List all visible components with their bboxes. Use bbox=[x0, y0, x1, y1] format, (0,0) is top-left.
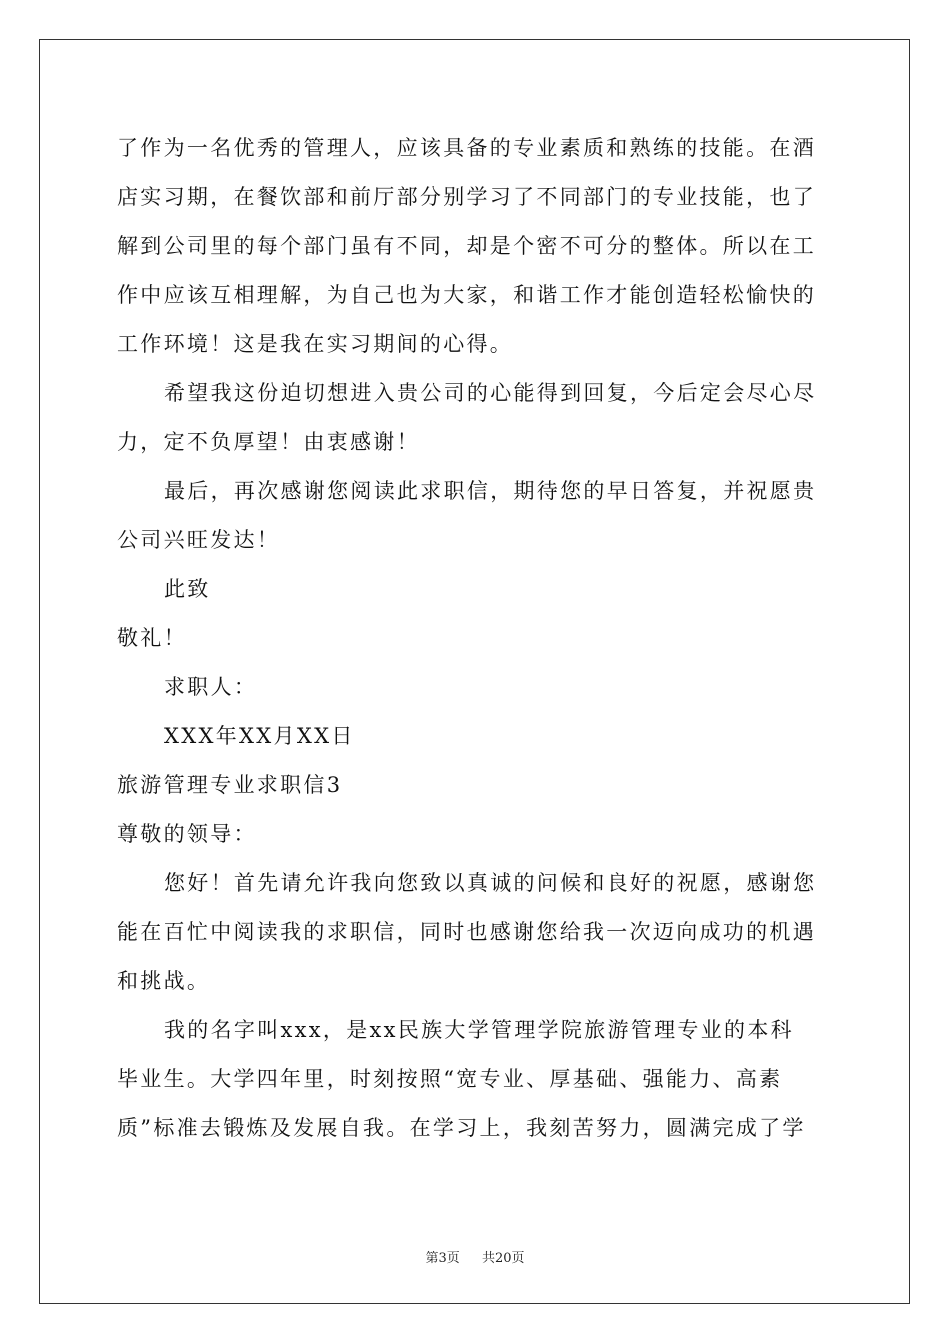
text-line: 敬礼！ bbox=[117, 626, 187, 650]
text-line: 尊敬的领导： bbox=[117, 822, 257, 846]
text-line: 毕业生。大学四年里，时刻按照“宽专业、厚基础、强能力、高素 bbox=[117, 1067, 783, 1091]
text-line: 旅游管理专业求职信3 bbox=[117, 773, 343, 797]
text-line: 此致 bbox=[164, 577, 211, 601]
text-line: 解到公司里的每个部门虽有不同，却是个密不可分的整体。所以在工 bbox=[117, 234, 816, 258]
text-line: 求职人： bbox=[164, 675, 258, 699]
page-footer bbox=[0, 1247, 950, 1266]
text-line: 工作环境！这是我在实习期间的心得。 bbox=[117, 332, 514, 356]
text-line: 能在百忙中阅读我的求职信，同时也感谢您给我一次迈向成功的机遇 bbox=[117, 920, 816, 944]
text-line: 希望我这份迫切想进入贵公司的心能得到回复，今后定会尽心尽 bbox=[164, 381, 817, 405]
current-page-label: 第3页 bbox=[425, 1251, 460, 1266]
text-line: 您好！首先请允许我向您致以真诚的问候和良好的祝愿，感谢您 bbox=[164, 871, 817, 895]
text-line: 最后，再次感谢您阅读此求职信，期待您的早日答复，并祝愿贵 bbox=[164, 479, 817, 503]
text-line: 公司兴旺发达！ bbox=[117, 528, 281, 552]
text-line: 作中应该互相理解，为自己也为大家，和谐工作才能创造轻松愉快的 bbox=[117, 283, 816, 307]
text-line: 了作为一名优秀的管理人，应该具备的专业素质和熟练的技能。在酒 bbox=[117, 136, 816, 160]
text-line: XXX年XX月XX日 bbox=[164, 724, 355, 748]
text-line: 力，定不负厚望！由衷感谢！ bbox=[117, 430, 420, 454]
text-line: 店实习期，在餐饮部和前厅部分别学习了不同部门的专业技能，也了 bbox=[117, 185, 816, 209]
text-line: 质”标准去锻炼及发展自我。在学习上，我刻苦努力，圆满完成了学 bbox=[117, 1116, 806, 1140]
text-line: 我的名字叫xxx，是xx民族大学管理学院旅游管理专业的本科 bbox=[164, 1018, 794, 1042]
total-pages-label: 共20页 bbox=[482, 1251, 525, 1266]
document-body bbox=[117, 124, 835, 1153]
text-line: 和挑战。 bbox=[117, 969, 211, 993]
